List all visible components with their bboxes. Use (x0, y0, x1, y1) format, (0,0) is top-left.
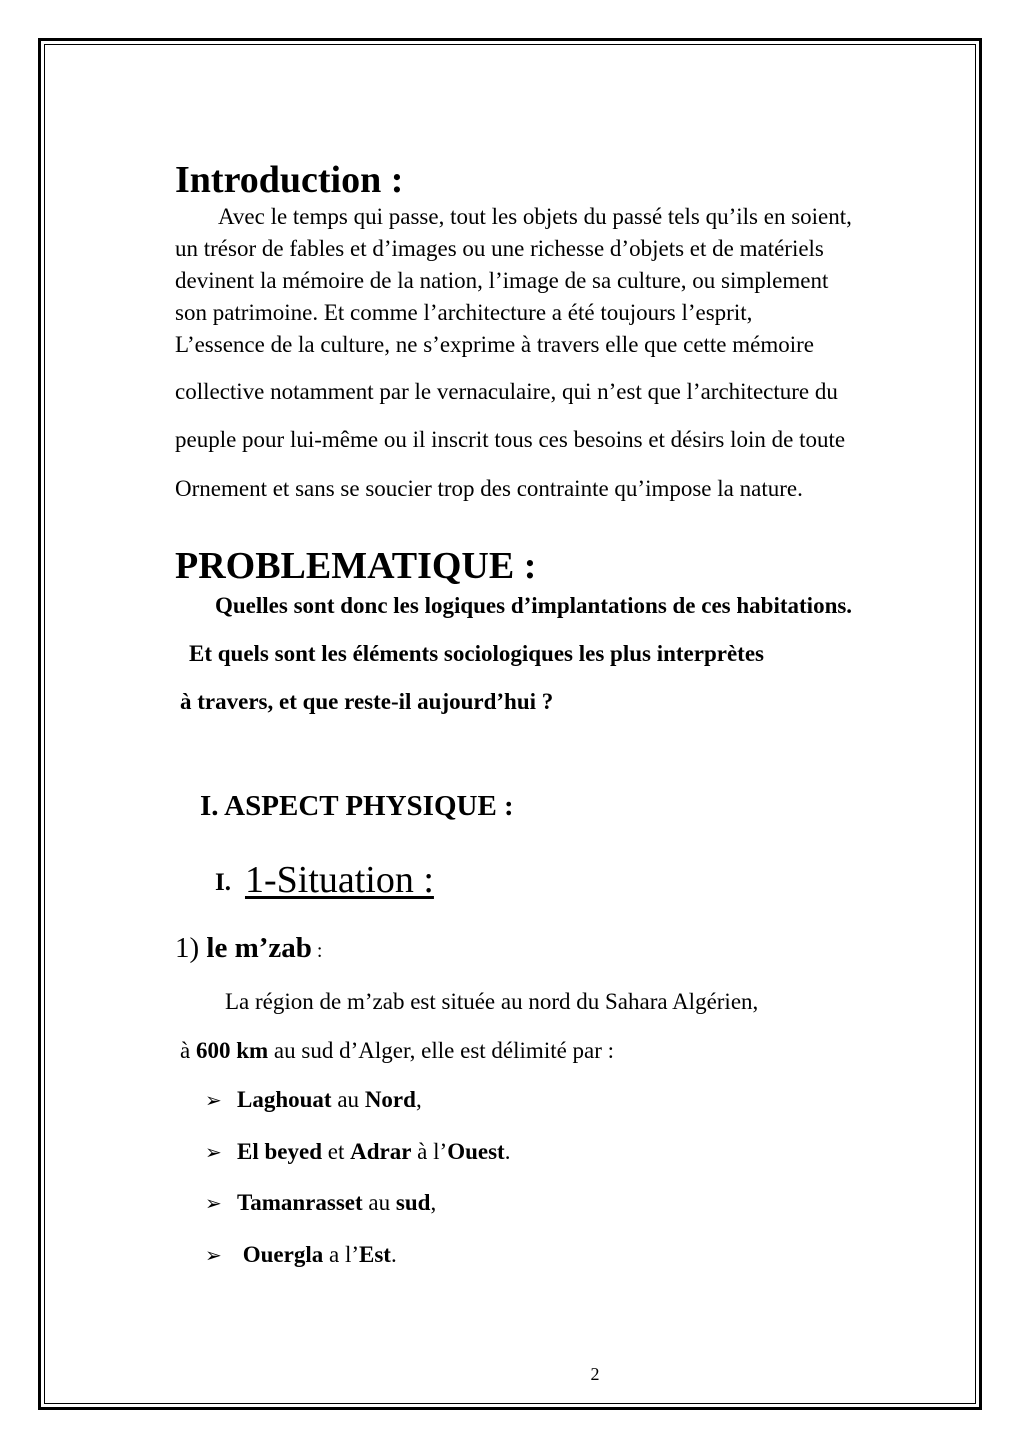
intro-line: collective notamment par le vernaculaire, qui n’est que l’architecture du (175, 379, 838, 404)
arrowhead-right-icon: ➢ (205, 1140, 222, 1164)
list-item-text: Laghouat (237, 1087, 332, 1112)
list-item-text: El beyed (237, 1139, 322, 1164)
list-item-text: Adrar (350, 1139, 412, 1164)
intro-line: Avec le temps qui passe, tout les objets du passé tels qu’ils en soient, (218, 204, 852, 229)
aspect-physique-heading: I. ASPECT PHYSIQUE : (200, 790, 514, 822)
list-item-text: et (321, 1139, 351, 1164)
situation-title: 1-Situation : (244, 859, 434, 901)
list-item-text: à l’ (411, 1139, 448, 1164)
problematique-line: Et quels sont les éléments sociologiques les plus interprètes (189, 641, 764, 666)
mzab-title: le m’zab (206, 932, 312, 964)
problematique-line: à travers, et que reste-il aujourd’hui ? (180, 689, 554, 714)
problematique-line: Quelles sont donc les logiques d’implantations de ces habitations. (215, 593, 853, 618)
mzab-line-2-a: à (180, 1038, 196, 1063)
list-item-text: Ouergla (237, 1242, 324, 1267)
mzab-suffix: : (311, 940, 323, 962)
mzab-line-2 (180, 1035, 614, 1067)
list-item-text: , (415, 1087, 422, 1112)
intro-line: un trésor de fables et d’images ou une richesse d’objets et de matériels (175, 236, 824, 261)
intro-line: peuple pour lui-même ou il inscrit tous ces besoins et désirs loin de toute (175, 427, 846, 452)
intro-line: devinent la mémoire de la nation, l’image de sa culture, ou simplement (175, 268, 829, 293)
list-item-text: Est (359, 1242, 391, 1267)
list-item (205, 1136, 510, 1168)
intro-line: son patrimoine. Et comme l’architecture a été toujours l’esprit, (175, 300, 753, 325)
mzab-line-2-c: au sud d’Alger, elle est délimité par : (268, 1038, 615, 1063)
arrowhead-right-icon: ➢ (205, 1191, 222, 1215)
list-item-text: a l’ (323, 1242, 360, 1267)
situation-number: I. (215, 869, 231, 896)
introduction-heading: Introduction : (175, 159, 404, 201)
intro-line: L’essence de la culture, ne s’exprime à travers elle que cette mémoire (175, 332, 815, 357)
list-item (205, 1239, 397, 1271)
list-item-text: . (390, 1242, 397, 1267)
mzab-heading (175, 930, 322, 969)
list-item-text: Tamanrasset (237, 1190, 363, 1215)
list-item-text: . (504, 1139, 511, 1164)
list-item-text: au (362, 1190, 396, 1215)
page-number: 2 (590, 1364, 600, 1384)
list-item-text: , (430, 1190, 437, 1215)
mzab-prefix: 1) (175, 932, 207, 964)
mzab-distance: 600 km (195, 1038, 269, 1063)
list-item (205, 1187, 436, 1219)
list-item-text: sud (395, 1190, 431, 1215)
list-item-text: au (331, 1087, 365, 1112)
list-item-text: Ouest (447, 1139, 505, 1164)
arrowhead-right-icon: ➢ (205, 1088, 222, 1112)
arrowhead-right-icon: ➢ (205, 1243, 222, 1267)
situation-heading (215, 858, 434, 910)
list-item-text: Nord (364, 1087, 416, 1112)
problematique-heading: PROBLEMATIQUE : (175, 545, 537, 587)
list-item (205, 1084, 422, 1116)
mzab-line-1: La région de m’zab est située au nord du Sahara Algérien, (225, 989, 759, 1014)
intro-line: Ornement et sans se soucier trop des contrainte qu’impose la nature. (175, 476, 803, 501)
